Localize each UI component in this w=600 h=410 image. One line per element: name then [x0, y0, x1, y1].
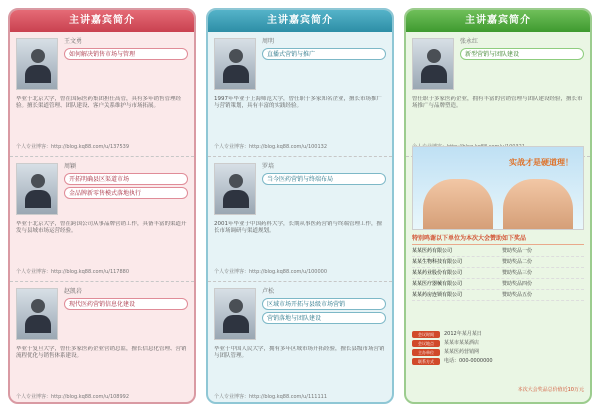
- speaker-blog-url[interactable]: 个人专业博客：http://blog.kq88.com/u/111111: [214, 394, 328, 400]
- speaker-name: 罗培: [262, 163, 275, 170]
- speaker-description: 毕业于复旦大学，曾任多家医药企业营销总监，擅长信息化管理、营销流程优化与销售体系建设。: [16, 346, 187, 359]
- speaker-photo: [16, 38, 58, 90]
- speaker-description: 曾任职于多家医药企业，拥有丰富的营销管理与团队建设经验，擅长市场推广与品牌塑造。: [412, 96, 583, 109]
- speaker-topic: 直播式营销与推广: [262, 48, 386, 60]
- speaker-description: 毕业于北京大学，曾在国际医药集团担任高管，具有多年销售管理经验。擅长渠道管理、团队建设、客户关系维护与市场拓展。: [16, 96, 182, 109]
- sponsor-table: [412, 246, 584, 326]
- sponsor-award: 赞助奖品二份: [502, 259, 533, 265]
- table-row: [412, 257, 584, 268]
- promo-slogan: 实战才是硬道理！: [509, 158, 573, 167]
- speaker-description: 毕业于北京大学，曾在跨国公司从事品牌营销工作，具备丰富的渠道开发与县域市场运营经验。: [16, 221, 187, 234]
- speaker-topic-2: 金品牌新零售模式落地执行: [64, 187, 188, 199]
- sponsor-company: 某某生物科技有限公司: [412, 259, 463, 265]
- speaker-photo: [412, 38, 454, 90]
- speaker-name: 卢松: [262, 288, 275, 295]
- list-item: [412, 348, 584, 357]
- speaker-name: 周颖: [64, 163, 77, 170]
- info-badge: 主办单位: [412, 349, 440, 356]
- sponsor-award: 赞助奖品一份: [502, 248, 533, 254]
- column-title: 主讲嘉宾简介: [406, 10, 590, 32]
- speaker-topic: 新型营销与团队建设: [460, 48, 584, 60]
- promo-banner: [412, 146, 584, 230]
- speaker-card: [208, 282, 392, 404]
- speaker-blog-url[interactable]: 个人专业博客：http://blog.kq88.com/u/100000: [214, 269, 328, 275]
- speaker-card: [10, 32, 194, 157]
- info-text: 某某医药营销网: [444, 349, 480, 355]
- speaker-photo: [214, 38, 256, 90]
- sponsor-title: 特别鸣谢以下单位为本次大会赞助如下奖品: [412, 234, 584, 245]
- speaker-topic: 开拓明确县区渠道市场: [64, 173, 188, 185]
- hand-graphic-left: [423, 179, 493, 229]
- speaker-name: 张永红: [460, 38, 479, 45]
- speaker-card: [208, 32, 392, 157]
- sponsor-award: 赞助奖品五份: [502, 292, 533, 298]
- speaker-card: [406, 32, 590, 157]
- sponsor-company: 某某药房连锁有限公司: [412, 292, 463, 298]
- speaker-blog-url[interactable]: 个人专业博客：http://blog.kq88.com/u/100132: [214, 144, 328, 150]
- info-text: 2012年某月某日: [444, 331, 482, 337]
- info-badge: 联系方式: [412, 358, 440, 365]
- speaker-topic: 区域市场开拓与县级市场营销: [262, 298, 386, 310]
- sponsor-company: 某某药业股份有限公司: [412, 270, 463, 276]
- speaker-description: 毕业于中国人民大学，拥有多年区域市场开拓经验，擅长县级市场营销与团队管理。: [214, 346, 385, 359]
- speaker-card: [10, 157, 194, 282]
- sponsor-company: 某某医疗器械有限公司: [412, 281, 463, 287]
- sponsor-award: 赞助奖品四份: [502, 281, 533, 287]
- speaker-card: [208, 157, 392, 282]
- sponsor-company: 某某医药有限公司: [412, 248, 453, 254]
- speaker-blog-url[interactable]: 个人专业博客：http://blog.kq88.com/u/117880: [16, 269, 130, 275]
- speaker-blog-url[interactable]: 个人专业博客：http://blog.kq88.com/u/108992: [16, 394, 130, 400]
- speaker-name: 赵凯岩: [64, 288, 83, 295]
- footer-note: 本次大会奖品总价值近10万元: [517, 387, 584, 393]
- speaker-card: [10, 282, 194, 404]
- list-item: [412, 339, 584, 348]
- speaker-blog-url[interactable]: 个人专业博客：http://blog.kq88.com/u/137539: [16, 144, 130, 150]
- table-row: [412, 290, 584, 301]
- list-item: [412, 357, 584, 366]
- speaker-topic: 现代医药营销信息化建设: [64, 298, 188, 310]
- speaker-description: 2001年毕业于中国药科大学，长期从事医药营销与终端管理工作，擅长市场调研与渠道规划。: [214, 221, 382, 234]
- speaker-photo: [16, 163, 58, 215]
- info-badge: 会议地点: [412, 340, 440, 347]
- list-item: [412, 330, 584, 339]
- sponsor-award: 赞助奖品三份: [502, 270, 533, 276]
- table-row: [412, 279, 584, 290]
- table-row: [412, 246, 584, 257]
- speaker-photo: [214, 288, 256, 340]
- speaker-topic: 如何解决销售市场与管理: [64, 48, 188, 60]
- speaker-column-1: [8, 8, 196, 404]
- column-title: 主讲嘉宾简介: [208, 10, 392, 32]
- speaker-photo: [16, 288, 58, 340]
- table-row: [412, 268, 584, 279]
- speaker-column-2: [206, 8, 394, 404]
- speaker-description: 1997年毕业于上海师范大学，曾任职于多家知名企业，擅长市场推广与营销策划，具有丰富的实践经验。: [214, 96, 382, 109]
- speaker-column-3: [404, 8, 592, 404]
- column-title: 主讲嘉宾简介: [10, 10, 194, 32]
- info-text: 电话：000-0000000: [444, 358, 493, 364]
- speaker-name: 王文勇: [64, 38, 83, 45]
- speaker-topic-2: 营销落地与团队建设: [262, 312, 386, 324]
- speaker-photo: [214, 163, 256, 215]
- speaker-topic: 当今医药营销与终端布局: [262, 173, 386, 185]
- info-badge: 会议时间: [412, 331, 440, 338]
- speaker-name: 周明: [262, 38, 275, 45]
- info-text: 某某市某某酒店: [444, 340, 480, 346]
- hand-graphic-right: [503, 179, 573, 229]
- event-info-list: [412, 330, 584, 390]
